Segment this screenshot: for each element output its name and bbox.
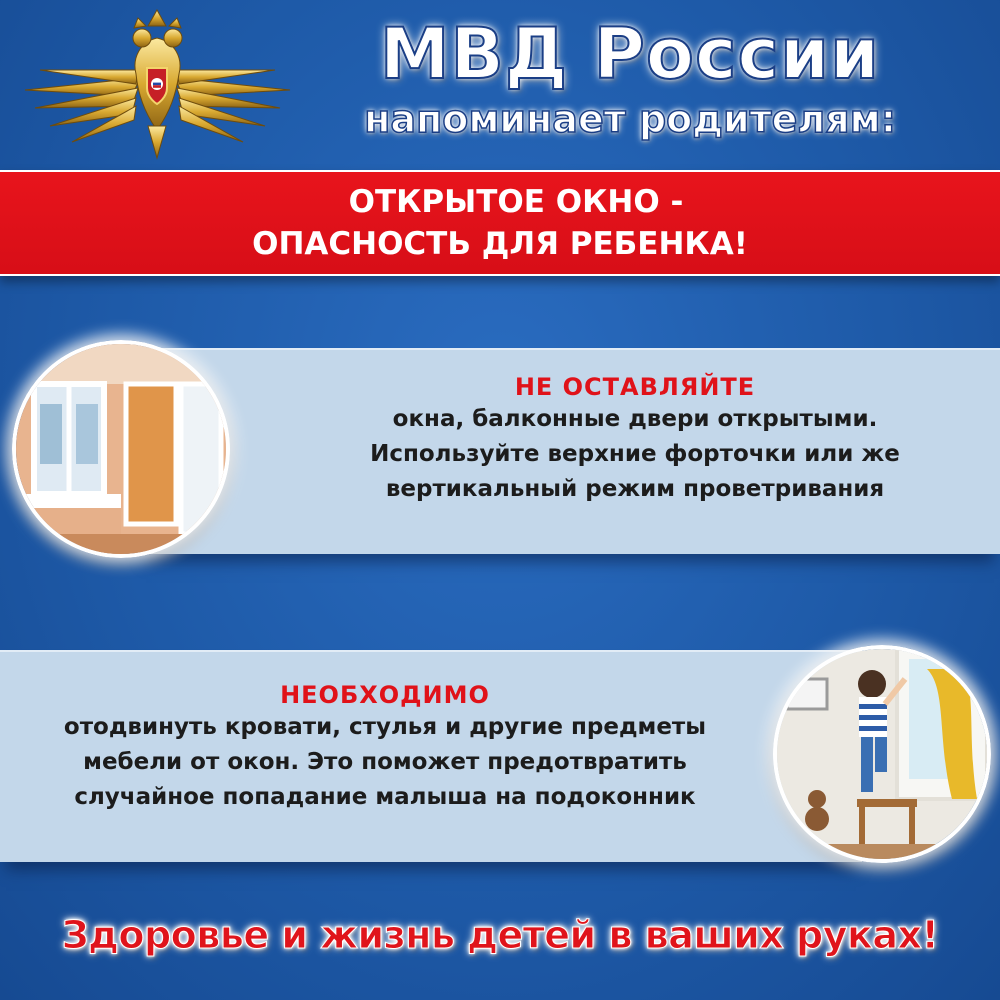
tip-heading-2: НЕОБХОДИМО <box>280 681 490 709</box>
child-climbing-window-photo <box>773 645 991 863</box>
tip-line: вертикальный режим проветривания <box>385 476 885 502</box>
tip-panel-2 <box>0 650 862 862</box>
tip-text-1 <box>290 372 980 507</box>
tip-line: окна, балконные двери открытыми. <box>392 406 878 432</box>
tip-line: отодвинуть кровати, стулья и другие предметы <box>63 714 707 740</box>
footer-slogan: Здоровье и жизнь детей в ваших руках! <box>61 913 939 957</box>
open-balcony-window-photo <box>12 340 230 558</box>
tip-line: случайное попадание малыша на подоконник <box>74 784 696 810</box>
page-title: МВД России <box>379 13 881 95</box>
warning-banner-line-1: ОТКРЫТОЕ ОКНО - <box>348 184 684 220</box>
tip-heading-1: НЕ ОСТАВЛЯЙТЕ <box>514 373 756 401</box>
warning-banner-line-2: ОПАСНОСТЬ ДЛЯ РЕБЕНКА! <box>252 226 748 262</box>
tip-line: мебели от окон. Это поможет предотвратить <box>83 749 687 775</box>
tip-text-2 <box>10 680 760 815</box>
double-headed-eagle-emblem-icon <box>20 8 295 160</box>
warning-banner <box>0 170 1000 276</box>
tip-line: Используйте верхние форточки или же <box>370 441 900 467</box>
tip-panel-1 <box>140 348 1000 554</box>
page-subtitle: напоминает родителям: <box>364 97 896 141</box>
